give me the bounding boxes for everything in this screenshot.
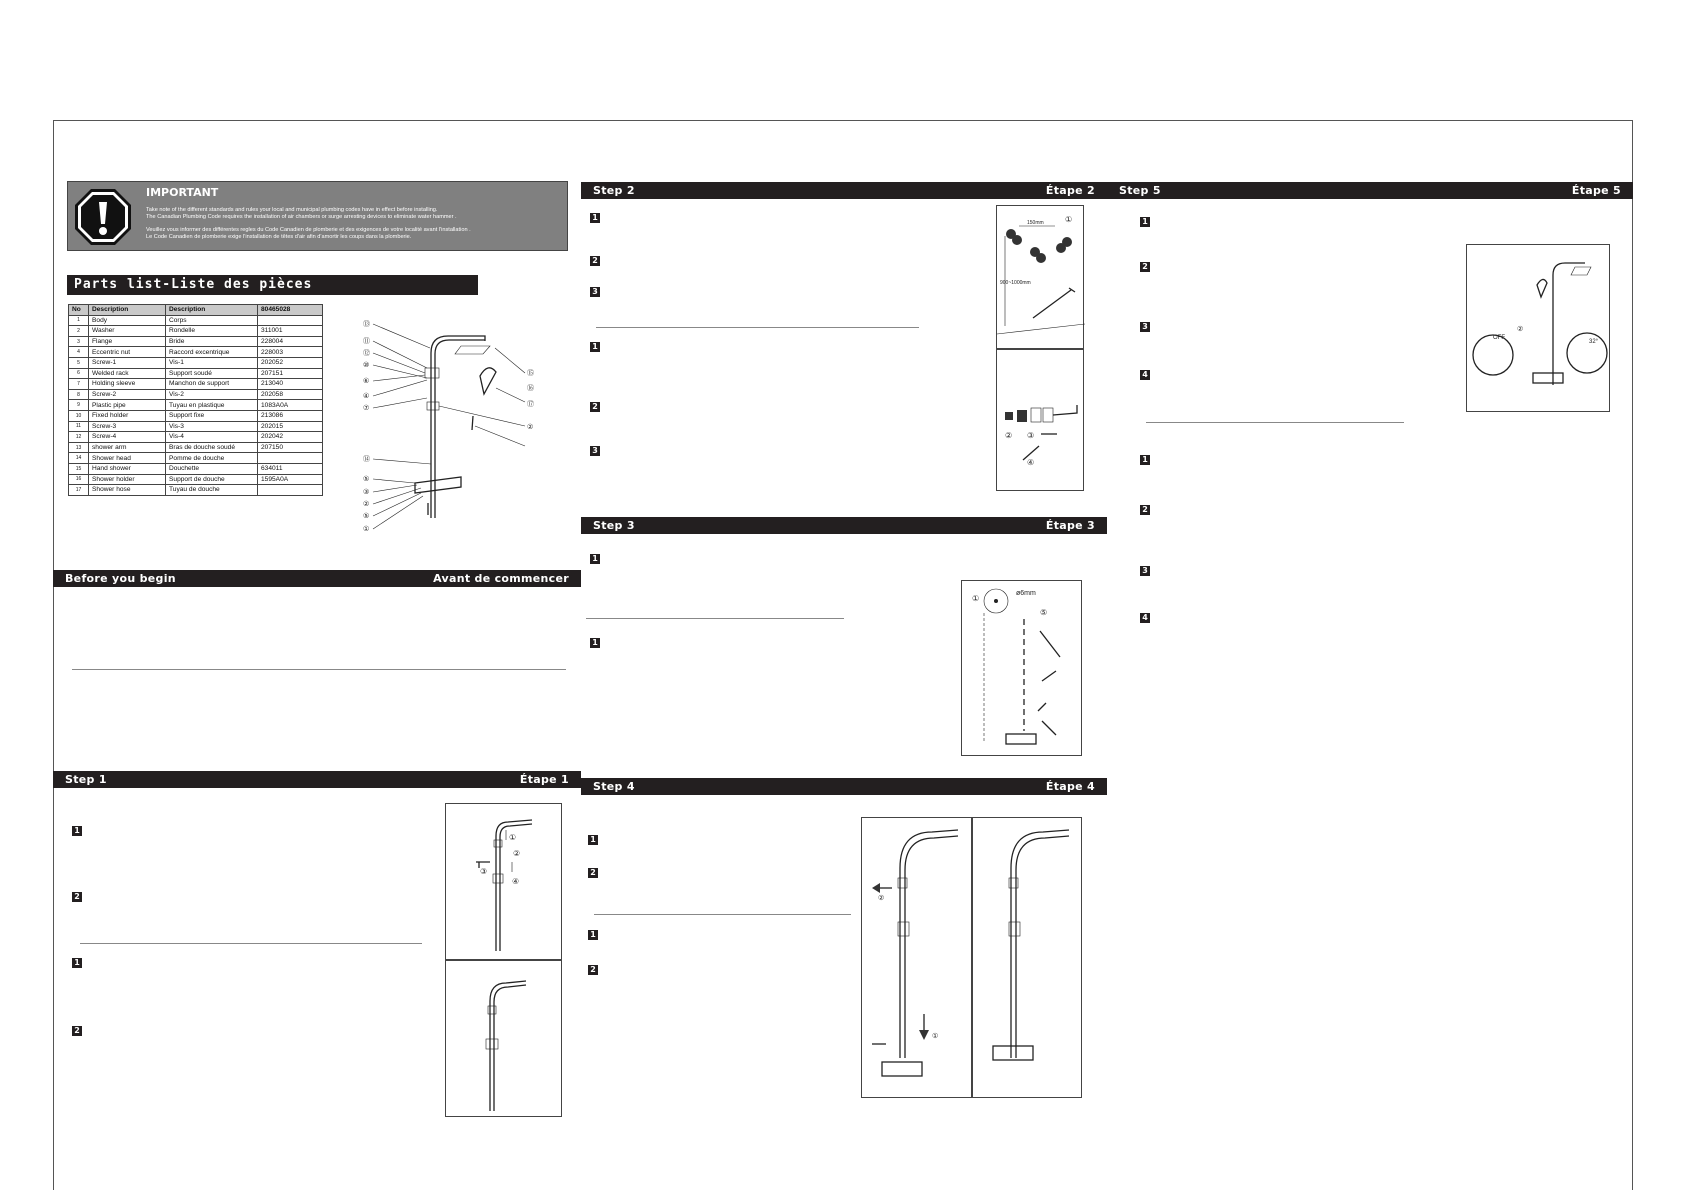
part-name-en: Screw-2 — [89, 389, 166, 400]
svg-text:②: ② — [513, 849, 521, 858]
svg-text:②: ② — [878, 895, 885, 902]
step1-diagram-b — [445, 960, 562, 1117]
col-header-no: No — [69, 305, 89, 316]
part-name-fr: Raccord excentrique — [166, 347, 258, 358]
part-code — [258, 485, 323, 496]
step1-diagram-a — [445, 803, 562, 960]
part-name-en: Shower holder — [89, 474, 166, 485]
parts-row — [69, 315, 323, 326]
part-number: 11 — [69, 421, 89, 432]
part-code: 207150 — [258, 442, 323, 453]
part-number: 6 — [69, 368, 89, 379]
part-callout: ⑭ — [363, 455, 370, 463]
part-number: 3 — [69, 336, 89, 347]
part-callout: ⑪ — [363, 337, 370, 345]
step2-title-en: Step 2 — [593, 184, 635, 197]
important-line: Take note of the different standards and rules your local and municipal plumbing codes have in effect before installing. — [146, 207, 438, 213]
temp-label: 32° — [1589, 339, 1599, 345]
parts-exploded-diagram — [355, 318, 540, 538]
part-callout: ④ — [363, 392, 370, 400]
step2-bar — [581, 182, 1107, 199]
step5-title-fr: Étape 5 — [1571, 184, 1621, 197]
step-bullet: 2 — [588, 965, 598, 975]
step4-bar — [581, 778, 1107, 795]
part-name-fr: Support fixe — [166, 410, 258, 421]
svg-text:⑤: ⑤ — [1040, 608, 1048, 617]
part-code: 311001 — [258, 326, 323, 337]
part-name-en: Shower hose — [89, 485, 166, 496]
step2-diagram-b — [996, 349, 1084, 491]
part-callout: ② — [527, 423, 534, 431]
part-name-fr: Pomme de douche — [166, 453, 258, 464]
svg-text:③: ③ — [480, 867, 488, 876]
part-number: 15 — [69, 463, 89, 474]
part-code: 213086 — [258, 410, 323, 421]
col-header-description-fr: Description — [166, 305, 258, 316]
important-line: The Canadian Plumbing Code requires the installation of air chambers or surge arresting devices to eliminate water hammer . — [146, 214, 457, 220]
part-name-fr: Bras de douche soudé — [166, 442, 258, 453]
important-notice — [67, 181, 568, 251]
part-code: 202052 — [258, 357, 323, 368]
part-name-fr: Vis-1 — [166, 357, 258, 368]
step-bullet: 1 — [590, 554, 600, 564]
step1-title-en: Step 1 — [65, 773, 107, 786]
part-name-fr: Support de douche — [166, 474, 258, 485]
part-code: 634011 — [258, 463, 323, 474]
part-callout: ⑬ — [363, 320, 370, 328]
parts-row — [69, 432, 323, 443]
parts-row — [69, 442, 323, 453]
part-number: 10 — [69, 410, 89, 421]
part-number: 17 — [69, 485, 89, 496]
part-callout: ⑯ — [527, 384, 534, 392]
part-callout: ⑦ — [363, 404, 370, 412]
step-bullet: 3 — [1140, 566, 1150, 576]
step5-diagram — [1466, 244, 1610, 412]
parts-row — [69, 485, 323, 496]
important-line: Veuillez vous informer des différentes regles du Code Canadien de plomberie et des exigences de votre localité avant l'installation . — [146, 227, 471, 233]
part-name-fr: Vis-3 — [166, 421, 258, 432]
svg-text:①: ① — [972, 594, 980, 603]
part-name-fr: Bride — [166, 336, 258, 347]
part-name-en: Shower head — [89, 453, 166, 464]
part-name-fr: Tuyau en plastique — [166, 400, 258, 411]
svg-text:③: ③ — [1027, 431, 1035, 440]
step1-title-fr: Étape 1 — [519, 773, 569, 786]
step-bullet: 2 — [72, 1026, 82, 1036]
parts-row — [69, 379, 323, 390]
before-you-begin-bar — [53, 570, 581, 587]
parts-row — [69, 453, 323, 464]
part-name-fr: Douchette — [166, 463, 258, 474]
parts-row — [69, 326, 323, 337]
step-bullet: 1 — [1140, 455, 1150, 465]
dim-label: 150mm — [1027, 220, 1044, 226]
part-number: 12 — [69, 432, 89, 443]
part-name-en: Flange — [89, 336, 166, 347]
svg-text:②: ② — [1005, 431, 1013, 440]
parts-row — [69, 421, 323, 432]
step-bullet: 2 — [1140, 262, 1150, 272]
parts-row — [69, 410, 323, 421]
step3-title-en: Step 3 — [593, 519, 635, 532]
part-name-fr: Vis-2 — [166, 389, 258, 400]
part-code: 228004 — [258, 336, 323, 347]
part-name-fr: Manchon de support — [166, 379, 258, 390]
part-name-en: Fixed holder — [89, 410, 166, 421]
parts-row — [69, 389, 323, 400]
step-bullet: 2 — [72, 892, 82, 902]
dim-label: 900~1000mm — [1000, 280, 1031, 286]
step-bullet: 3 — [1140, 322, 1150, 332]
step4-diagram-a — [861, 817, 972, 1098]
svg-text:①: ① — [1065, 215, 1073, 224]
part-number: 13 — [69, 442, 89, 453]
step-bullet: 2 — [590, 402, 600, 412]
part-name-fr: Support soudé — [166, 368, 258, 379]
part-code: 228003 — [258, 347, 323, 358]
parts-row — [69, 368, 323, 379]
part-callout: ⑩ — [363, 361, 370, 369]
col-header-description-en: Description — [89, 305, 166, 316]
part-number: 1 — [69, 315, 89, 326]
parts-row — [69, 357, 323, 368]
parts-row — [69, 336, 323, 347]
part-name-en: Screw-1 — [89, 357, 166, 368]
divider — [594, 914, 851, 915]
part-callout: ⑥ — [363, 377, 370, 385]
part-callout: ⑮ — [527, 369, 534, 377]
part-callout: ⑤ — [363, 475, 370, 483]
step-bullet: 1 — [590, 638, 600, 648]
part-name-fr: Tuyau de douche — [166, 485, 258, 496]
parts-header-row — [69, 305, 323, 316]
parts-table — [68, 304, 323, 496]
part-code: 207151 — [258, 368, 323, 379]
part-name-en: Eccentric nut — [89, 347, 166, 358]
step4-title-en: Step 4 — [593, 780, 635, 793]
part-code: 202042 — [258, 432, 323, 443]
svg-text:④: ④ — [512, 877, 520, 886]
step-bullet: 3 — [590, 446, 600, 456]
divider — [72, 669, 566, 670]
part-name-fr: Vis-4 — [166, 432, 258, 443]
divider — [1146, 422, 1404, 423]
step5-bar — [1107, 182, 1633, 199]
off-label: OFF — [1493, 335, 1505, 341]
part-callout: ⑰ — [527, 400, 534, 408]
part-callout: ② — [363, 500, 370, 508]
part-number: 16 — [69, 474, 89, 485]
step2-title-fr: Étape 2 — [1045, 184, 1095, 197]
step-bullet: 3 — [590, 287, 600, 297]
divider — [596, 327, 919, 328]
part-code — [258, 453, 323, 464]
step-bullet: 1 — [588, 930, 598, 940]
step-bullet: 1 — [588, 835, 598, 845]
step-bullet: 1 — [72, 958, 82, 968]
part-name-en: Plastic pipe — [89, 400, 166, 411]
part-number: 8 — [69, 389, 89, 400]
part-callout: ⑫ — [363, 349, 370, 357]
before-title-en: Before you begin — [65, 572, 176, 585]
step-bullet: 2 — [1140, 505, 1150, 515]
part-number: 14 — [69, 453, 89, 464]
parts-list-title: Parts list-Liste des pièces — [67, 275, 478, 295]
before-title-fr: Avant de commencer — [433, 572, 569, 585]
part-callout: ③ — [363, 488, 370, 496]
part-name-en: Washer — [89, 326, 166, 337]
svg-text:②: ② — [1517, 326, 1524, 333]
parts-row — [69, 347, 323, 358]
parts-row — [69, 463, 323, 474]
svg-text:①: ① — [509, 833, 517, 842]
part-name-en: Screw-3 — [89, 421, 166, 432]
part-code: 213040 — [258, 379, 323, 390]
part-callout: ① — [363, 525, 370, 533]
step1-bar — [53, 771, 581, 788]
part-number: 5 — [69, 357, 89, 368]
step4-diagram-b — [972, 817, 1082, 1098]
col-header-code: 80465028 — [258, 305, 323, 316]
important-line: Le Code Canadien de plomberie exige l'installation de têtes d'air afin d'amortir les coups dans la plomberie. — [146, 234, 412, 240]
step3-title-fr: Étape 3 — [1045, 519, 1095, 532]
part-code: 202015 — [258, 421, 323, 432]
part-code — [258, 315, 323, 326]
part-number: 7 — [69, 379, 89, 390]
svg-text:④: ④ — [1027, 458, 1035, 467]
part-code: 1595A0A — [258, 474, 323, 485]
part-number: 2 — [69, 326, 89, 337]
step-bullet: 1 — [590, 342, 600, 352]
part-code: 202058 — [258, 389, 323, 400]
part-name-fr: Rondelle — [166, 326, 258, 337]
part-name-en: Hand shower — [89, 463, 166, 474]
warning-icon — [74, 188, 132, 246]
step3-bar — [581, 517, 1107, 534]
part-number: 9 — [69, 400, 89, 411]
part-code: 1083A0A — [258, 400, 323, 411]
step2-diagram-a — [996, 205, 1084, 349]
divider — [586, 618, 844, 619]
part-name-en: Body — [89, 315, 166, 326]
part-name-en: shower arm — [89, 442, 166, 453]
step5-title-en: Step 5 — [1119, 184, 1161, 197]
part-name-fr: Corps — [166, 315, 258, 326]
step4-title-fr: Étape 4 — [1045, 780, 1095, 793]
step-bullet: 2 — [588, 868, 598, 878]
part-number: 4 — [69, 347, 89, 358]
parts-row — [69, 400, 323, 411]
step-bullet: 1 — [1140, 217, 1150, 227]
step-bullet: 4 — [1140, 370, 1150, 380]
part-name-en: Welded rack — [89, 368, 166, 379]
step-bullet: 4 — [1140, 613, 1150, 623]
part-name-en: Holding sleeve — [89, 379, 166, 390]
parts-row — [69, 474, 323, 485]
dim-label: ø6mm — [1016, 590, 1036, 597]
step-bullet: 1 — [72, 826, 82, 836]
step3-diagram — [961, 580, 1082, 756]
svg-text:①: ① — [932, 1033, 939, 1040]
divider — [80, 943, 422, 944]
important-title: IMPORTANT — [146, 186, 219, 199]
part-callout: ⑤ — [363, 512, 370, 520]
part-name-en: Screw-4 — [89, 432, 166, 443]
step-bullet: 2 — [590, 256, 600, 266]
step-bullet: 1 — [590, 213, 600, 223]
